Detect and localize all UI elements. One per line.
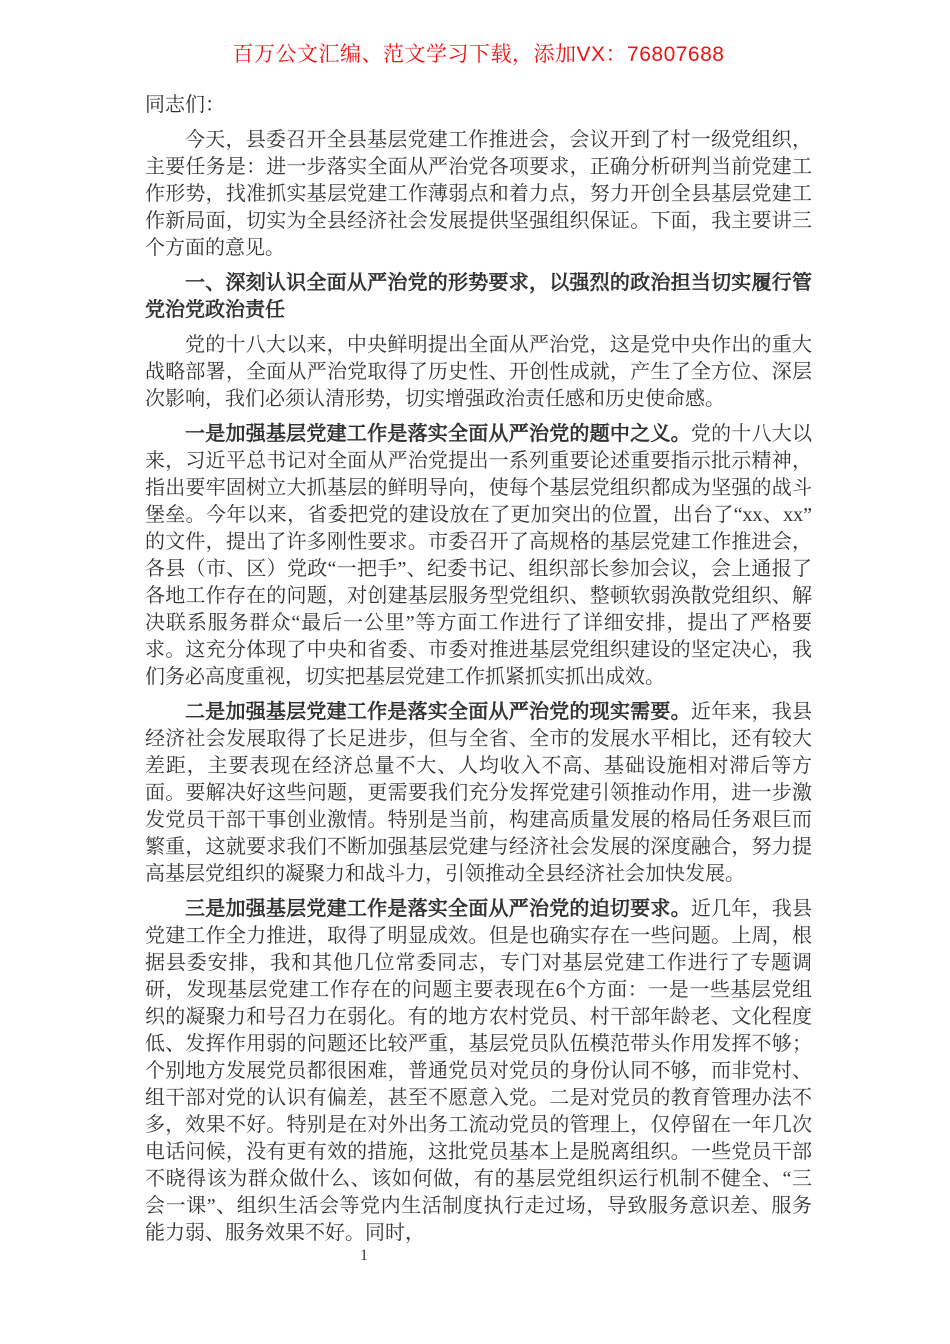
section-heading: 一、深刻认识全面从严治党的形势要求，以强烈的政治担当切实履行管党治党政治责任 (145, 272, 812, 321)
paragraph-lead: 二是加强基层党建工作是落实全面从严治党的现实需要。 (185, 701, 691, 723)
paragraph-lead: 一是加强基层党建工作是落实全面从严治党的题中之义。 (185, 423, 691, 445)
promo-header-text: 百万公文汇编、范文学习下载，添加VX：76807688 (232, 43, 725, 66)
paragraph: 一是加强基层党建工作是落实全面从严治党的题中之义。党的十八大以来，习近平总书记对全面从严治党提出一系列重要论述重要指示批示精神，指出要牢固树立大抓基层的鲜明导向，使每个基层党组织都成为坚强的战斗堡垒。今年以来，省委把党的建设放在了更加突出的位置，出台了“xx、xx”的文件，提出了许多刚性要求。市委召开了高规格的基层党建工作推进会，各县（市、区）党政“一把手”、纪委书记、组织部长参加会议，会上通报了各地工作存在的问题，对创建基层服务型党组织、整顿软弱涣散党组织、解决联系服务群众“最后一公里”等方面工作进行了详细安排，提出了严格要求。这充分体现了中央和省委、市委对推进基层党组织建设的坚定决心，我们务必高度重视，切实把基层党建工作抓紧抓实抓出成效。 (145, 423, 813, 688)
page-number: 1 (360, 1247, 368, 1264)
paragraph: 同志们： (145, 94, 225, 116)
paragraph: 党的十八大以来，中央鲜明提出全面从严治党，这是党中央作出的重大战略部署，全面从严治党取得了历史性、开创性成就，产生了全方位、深层次影响，我们必须认清形势，切实增强政治责任感和历史使命感。 (145, 334, 812, 410)
paragraph: 今天，县委召开全县基层党建工作推进会，会议开到了村一级党组织，主要任务是：进一步落实全面从严治党各项要求，正确分析研判当前党建工作形势，找准抓实基层党建工作薄弱点和着力点，努力开创全县基层党建工作新局面，切实为全县经济社会发展提供坚强组织保证。下面，我主要讲三个方面的意见。 (145, 129, 812, 259)
document-body (145, 92, 812, 1255)
paragraph: 三是加强基层党建工作是落实全面从严治党的迫切要求。近几年，我县党建工作全力推进，取得了明显成效。但是也确实存在一些问题。上周，根据县委安排，我和其他几位常委同志，专门对基层党建工作进行了专题调研，发现基层党建工作存在的问题主要表现在6个方面：一是一些基层党组织的凝聚力和号召力在弱化。有的地方农村党员、村干部年龄老、文化程度低、发挥作用弱的问题还比较严重，基层党员队伍模范带头作用发挥不够；个别地方发展党员都很困难，普通党员对党员的身份认同不够，而非党村、组干部对党的认识有偏差，甚至不愿意入党。二是对党员的教育管理办法不多，效果不好。特别是在对外出务工流动党员的管理上，仅停留在一年几次电话问候，没有更有效的措施，这批党员基本上是脱离组织。一些党员干部不晓得该为群众做什么、该如何做，有的基层党组织运行机制不健全、“三会一课”、组织生活会等党内生活制度执行走过场，导致服务意识差、服务能力弱、服务效果不好。同时， (145, 898, 813, 1244)
paragraph-lead: 三是加强基层党建工作是落实全面从严治党的迫切要求。 (185, 898, 691, 920)
paragraph: 二是加强基层党建工作是落实全面从严治党的现实需要。近年来，我县经济社会发展取得了长足进步，但与全省、全市的发展水平相比，还有较大差距，主要表现在经济总量不大、人均收入不高、基础设施相对滞后等方面。要解决好这些问题，更需要我们充分发挥党建引领推动作用，进一步激发党员干部干事创业激情。特别是当前，构建高质量发展的格局任务艰巨而繁重，这就要求我们不断加强基层党建与经济社会发展的深度融合，努力提高基层党组织的凝聚力和战斗力，引领推动全县经济社会加快发展。 (145, 701, 813, 885)
